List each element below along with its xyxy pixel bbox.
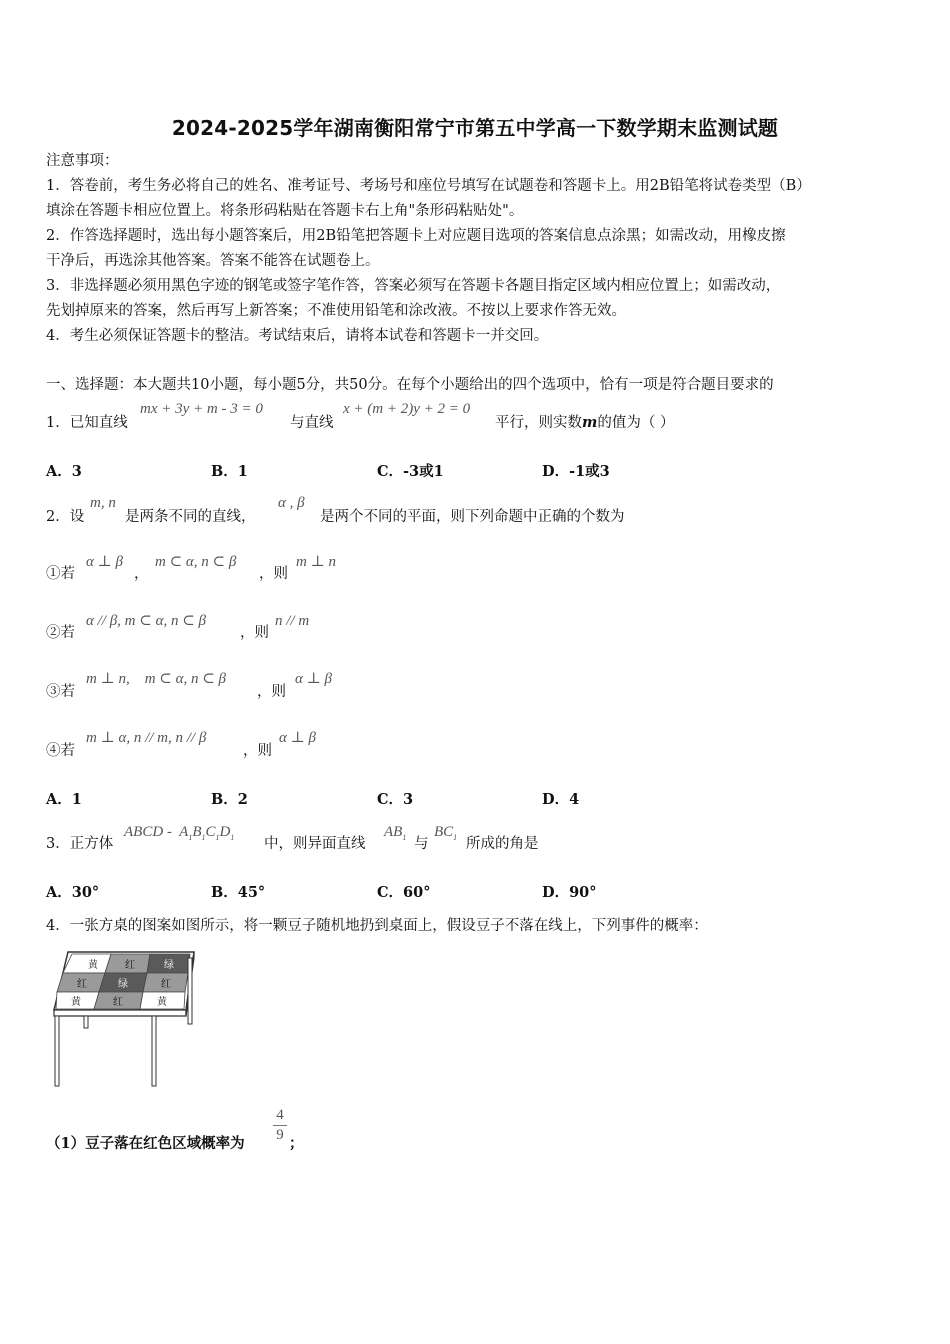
q3-cube-name: ABCD - $A_1B_1C_1D_1$ [124,824,235,842]
fraction-bar [273,1125,287,1126]
q1-text-1: 已知直线 [69,415,128,431]
q2-lines-mn: m, n [90,495,116,511]
q1-text-2: 与直线 [290,415,334,431]
q2-item-1-cond-a: α ⊥ β [86,554,123,570]
q1-line-2-formula: x + (m + 2)y + 2 = 0 [343,401,471,417]
q2-option-c[interactable]: C．3 [377,791,414,808]
cell-label-r1c1: 黄 [88,960,98,971]
notice-line-6: 先划掉原来的答案，然后再写上新答案；不准使用铅笔和涂改液。不按以上要求作答无效。 [46,303,626,319]
cell-label-r2c2: 绿 [118,979,128,990]
q2-item-1-conclusion: m ⊥ n [296,554,336,570]
notice-line-4: 干净后，再选涂其他答案。答案不能答在试题卷上。 [46,253,380,269]
q2-item-2-then: ，则 [240,625,269,641]
q4-sub1-end: ； [289,1135,304,1152]
q2-item-1-sep: ， [134,566,149,582]
notice-line-7: 4．考生必须保证答题卡的整洁。考试结束后，请将本试卷和答题卡一并交回。 [46,328,549,344]
q3-number: 3． [46,836,70,852]
q1-option-a[interactable]: A．3 [46,463,82,480]
q3-text-2: 中，则异面直线 [264,836,366,852]
q3-line-ab1: $AB_1$ [384,824,407,842]
q2-item-3-conclusion: α ⊥ β [295,671,332,687]
cell-label-r3c3: 黄 [157,997,167,1008]
q2-item-1-cond-b: m ⊂ α, n ⊂ β [155,554,237,570]
q2-item-2-lead: ②若 [46,625,75,641]
notice-line-5: 3．非选择题必须用黑色字迹的钢笔或签字笔作答，答案必须写在答题卡各题目指定区域内相应位置上；如需改动， [46,278,781,294]
q1-variable-m: m [582,414,598,431]
q3-option-a[interactable]: A．30° [46,884,100,901]
q2-item-3-lead: ③若 [46,684,75,700]
q1-option-c[interactable]: C．-3或1 [377,463,444,480]
q2-text-3: 是两个不同的平面，则下列命题中正确的个数为 [320,509,625,525]
q2-item-3-cond: m ⊥ n, m ⊂ α, n ⊂ β [86,671,227,687]
q1-number: 1． [46,415,70,431]
q3-stem: 3．正方体 [46,836,114,852]
q1-option-d[interactable]: D．-1或3 [542,463,610,480]
exam-title: 2024-2025学年湖南衡阳常宁市第五中学高一下数学期末监测试题 [171,116,779,140]
notice-line-3: 2．作答选择题时，选出每小题答案后，用2B铅笔把答题卡上对应题目选项的答案信息点涂黑；如需改动，用橡皮擦 [46,228,786,244]
q2-item-2-cond: α // β, m ⊂ α, n ⊂ β [86,613,206,629]
q4-sub1: （1）豆子落在红色区域概率为 [46,1135,245,1152]
q3-text-3: 与 [414,836,429,852]
q2-text-2: 是两条不同的直线， [125,509,256,525]
q2-item-4-cond: m ⊥ α, n // m, n // β [86,730,207,746]
q2-stem: 2．设 [46,509,85,525]
q4-stem: 4．一张方桌的图案如图所示，将一颗豆子随机地扔到桌面上，假设豆子不落在线上，下列事件的概率： [46,918,708,934]
q2-item-3-then: ，则 [257,684,286,700]
cell-label-r1c2: 红 [125,960,135,971]
q2-item-4-conclusion: α ⊥ β [279,730,316,746]
q2-option-a[interactable]: A．1 [46,791,82,808]
q2-item-1-then: ，则 [259,566,288,582]
q3-text-4: 所成的角是 [466,836,539,852]
notice-line-2: 填涂在答题卡相应位置上。将条形码粘贴在答题卡右上角"条形码粘贴处"。 [46,203,524,219]
q3-line-bc1: $BC_1$ [434,824,458,842]
q1-stem [46,413,128,433]
q2-item-2-conclusion: n // m [275,613,310,629]
q2-option-b[interactable]: B．2 [211,791,248,808]
q2-number: 2． [46,509,70,525]
cell-label-r3c1: 黄 [71,997,81,1008]
notice-line-1: 1．答卷前，考生务必将自己的姓名、准考证号、考场号和座位号填写在试题卷和答题卡上。用2B铅笔将试卷类型（B） [46,178,811,194]
q3-option-c[interactable]: C．60° [377,884,431,901]
q2-item-4-lead: ④若 [46,743,75,759]
q4-sub1-fraction [273,1107,287,1144]
table-figure [48,946,200,1091]
cell-label-r3c2: 红 [113,997,123,1008]
q2-item-4-then: ，则 [243,743,272,759]
q2-item-1-lead: ①若 [46,566,75,582]
q2-option-d[interactable]: D．4 [542,791,580,808]
q3-option-b[interactable]: B．45° [211,884,266,901]
q3-option-d[interactable]: D．90° [542,884,597,901]
q1-line-1-formula: mx + 3y + m - 3 = 0 [140,401,263,417]
q2-planes: α , β [278,495,305,511]
fraction-denominator: 9 [276,1127,284,1143]
q1-text-3: 平行，则实数m的值为（ ） [495,414,675,431]
cell-label-r1c3: 绿 [164,960,174,971]
q4-number: 4． [46,918,70,934]
fraction-numerator: 4 [276,1107,284,1123]
cell-label-r2c3: 红 [161,979,171,990]
color-grid [56,954,190,1009]
cell-label-r2c1: 红 [77,979,87,990]
section-heading: 一、选择题：本大题共10小题，每小题5分，共50分。在每个小题给出的四个选项中，恰有一项是符合题目要求的 [46,377,774,393]
notice-heading: 注意事项： [46,153,119,169]
q1-option-b[interactable]: B．1 [211,463,248,480]
